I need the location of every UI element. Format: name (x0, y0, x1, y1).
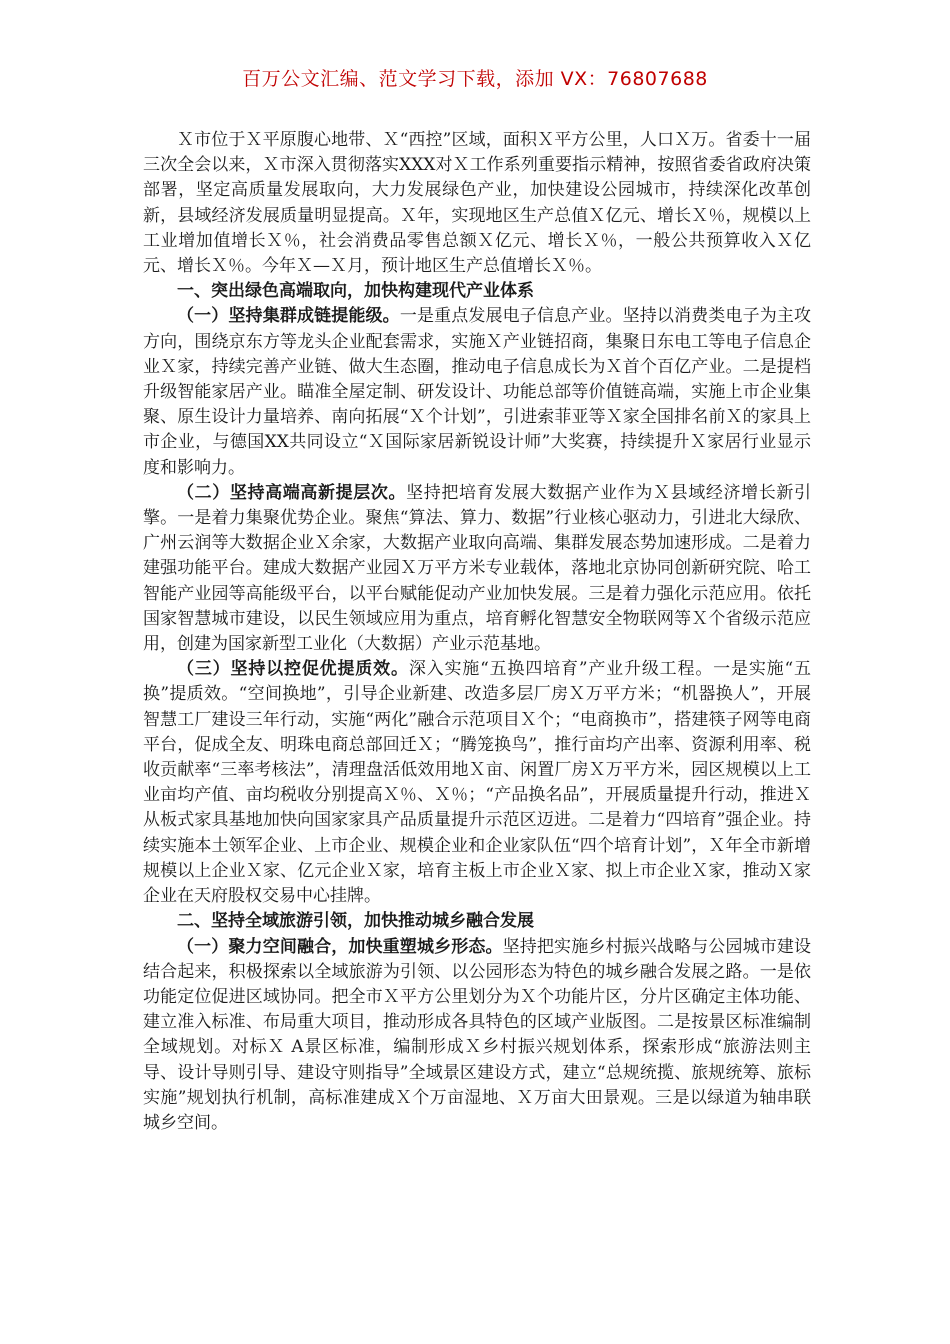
watermark-banner: 百万公文汇编、范文学习下载，添加 VX：76807688 (242, 68, 708, 90)
subsection-title: （二）坚持高端高新提层次。 (177, 482, 407, 503)
intro-paragraph: Ｘ市位于Ｘ平原腹心地带、Ｘ“西控”区域，面积Ｘ平方公里，人口Ｘ万。省委十一届三次全会以来，Ｘ市深入贯彻落实XXX对Ｘ工作系列重要指示精神，按照省委省政府决策部署，坚定高质量发展取向，大力发展绿色产业，加快建设公园城市，持续深化改革创新，县域经济发展质量明显提高。Ｘ年，实现地区生产总值Ｘ亿元、增长Ｘ％，规模以上工业增加值增长Ｘ％，社会消费品零售总额Ｘ亿元、增长Ｘ％，一般公共预算收入Ｘ亿元、增长Ｘ％。今年Ｘ—Ｘ月，预计地区生产总值增长Ｘ％。 (143, 130, 811, 277)
paragraph-text: 坚持把培育发展大数据产业作为Ｘ县域经济增长新引擎。一是着力集聚优势企业。聚焦“算法、算力、数据”行业核心驱动力，引进北大绿欣、广州云润等大数据企业Ｘ余家，大数据产业取向高端、集群发展态势加速形成。二是着力建强功能平台。建成大数据产业园Ｘ万平方米专业载体，落地北京协同创新研究院、哈工智能产业园等高能级平台，以平台赋能促动产业加快发展。三是着力强化示范应用。依托国家智慧城市建设，以民生领域应用为重点，培育孵化智慧安全物联网等Ｘ个省级示范应用，创建为国家新型工业化（大数据）产业示范基地。 (143, 482, 811, 655)
paragraph-text: 坚持把实施乡村振兴战略与公园城市建设结合起来，积极探索以全域旅游为引领、以公园形态为特色的城乡融合发展之路。一是依功能定位促进区域协同。把全市Ｘ平方公里划分为Ｘ个功能片区，分片区确定主体功能、建立准入标准、布局重大项目，推动形成各具特色的区域产业版图。二是按景区标准编制全域规划。对标Ｘ A景区标准，编制形成Ｘ乡村振兴规划体系，探索形成“旅游法则主导、设计导则引导、建设守则指导”全域景区建设方式，建立“总规统揽、旅规统筹、旅标实施”规划执行机制，高标准建成Ｘ个万亩湿地、Ｘ万亩大田景观。三是以绿道为轴串联城乡空间。 (143, 936, 812, 1133)
paragraph-text: 深入实施“五换四培育”产业升级工程。一是实施“五换”提质效。“空间换地”，引导企业新建、改造多层厂房Ｘ万平方米；“机器换人”，开展智慧工厂建设三年行动，实施“两化”融合示范项目Ｘ个；“电商换市”，搭建筷子网等电商平台，促成全友、明珠电商总部回迁Ｘ；“腾笼换鸟”，推行亩均产出率、资源利用率、税收贡献率“三率考核法”，清理盘活低效用地Ｘ亩、闲置厂房Ｘ万平方米，园区规模以上工业亩均产值、亩均税收分别提高Ｘ％、Ｘ％；“产品换名品”，开展质量提升行动，推进Ｘ从板式家具基地加快向国家家具产品质量提升示范区迈进。二是着力“四培育”强企业。持续实施本土领军企业、上市企业、规模企业和企业家队伍“四个培育计划”，Ｘ年全市新增规模以上企业Ｘ家、亿元企业Ｘ家，培育主板上市企业Ｘ家、拟上市企业Ｘ家，推动Ｘ家企业在天府股权交易中心挂牌。 (143, 659, 812, 907)
subsection-title: （一）坚持集群成链提能级。 (177, 306, 400, 327)
paragraph (143, 481, 811, 657)
section-heading: 二、坚持全域旅游引领，加快推动城乡融合发展 (177, 911, 534, 932)
subsection-title: （三）坚持以控促优提质效。 (177, 659, 409, 680)
subsection-title: （一）聚力空间融合，加快重塑城乡形态。 (177, 936, 503, 957)
paragraph (143, 935, 811, 1137)
section-heading: 一、突出绿色高端取向，加快构建现代产业体系 (177, 281, 534, 302)
paragraph (143, 657, 811, 909)
document-body (143, 128, 811, 1136)
paragraph-text: 一是重点发展电子信息产业。坚持以消费类电子为主攻方向，围绕京东方等龙头企业配套需求，实施Ｘ产业链招商，集聚日东电工等电子信息企业Ｘ家，持续完善产业链、做大生态圈，推动电子信息成长为Ｘ首个百亿产业。二是提档升级智能家居产业。瞄准全屋定制、研发设计、功能总部等价值链高端，实施上市企业集聚、原生设计力量培养、南向拓展“Ｘ个计划”，引进索菲亚等Ｘ家全国排名前Ｘ的家具上市企业，与德国XX共同设立“Ｘ国际家居新锐设计师”大奖赛，持续提升Ｘ家居行业显示度和影响力。 (143, 306, 812, 478)
paragraph (143, 304, 811, 480)
